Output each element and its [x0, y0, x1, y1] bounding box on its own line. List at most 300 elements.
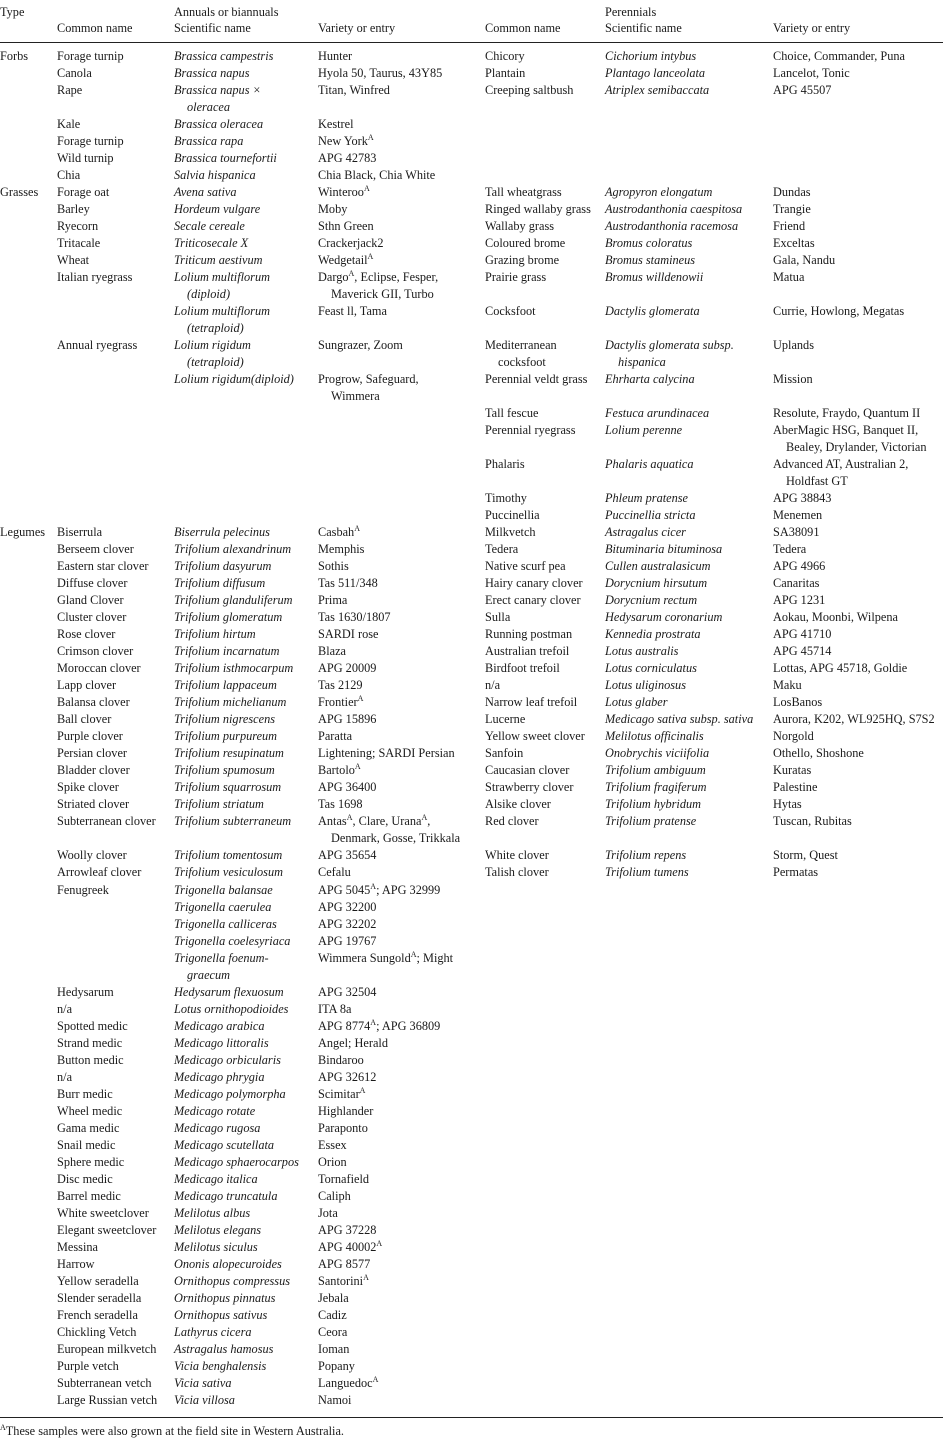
annual-scientific-name: Trifolium alexandrinum	[174, 542, 292, 556]
perennial-variety: Friend	[773, 219, 806, 233]
annual-common-name: Harrow	[57, 1257, 95, 1271]
annual-common-name: n/a	[57, 1070, 73, 1084]
annual-scientific-name: Trifolium squarrosum	[174, 780, 282, 794]
perennial-scientific-name: Cichorium intybus	[605, 49, 697, 63]
annual-common-name: Wild turnip	[57, 151, 114, 165]
perennial-variety: Trangie	[773, 202, 811, 216]
perennial-scientific-name: Dorycnium rectum	[605, 593, 698, 607]
annual-scientific-name: Melilotus elegans	[174, 1223, 262, 1237]
annual-common-name: Yellow seradella	[57, 1274, 139, 1288]
annual-common-name: Subterranean clover	[57, 814, 156, 828]
annual-variety: Progrow, Safeguard,	[318, 372, 419, 386]
annual-common-name: Crimson clover	[57, 644, 134, 658]
row-type-legumes: Legumes	[0, 525, 46, 539]
annual-common-name: Ryecorn	[57, 219, 99, 233]
footnote-marker: A	[376, 1238, 383, 1248]
annual-variety: Sungrazer, Zoom	[318, 338, 403, 352]
annual-scientific-name: Hedysarum flexuosum	[174, 985, 284, 999]
annual-common-name: Ball clover	[57, 712, 112, 726]
annual-scientific-name: Trifolium tomentosum	[174, 848, 283, 862]
perennial-common-name: Hairy canary clover	[485, 576, 583, 590]
annual-scientific-name-cont: (diploid)	[187, 287, 231, 301]
footnote-marker: A	[372, 1374, 379, 1384]
perennial-common-name: Running postman	[485, 627, 573, 641]
annual-scientific-name: Trifolium subterraneum	[174, 814, 292, 828]
annual-scientific-name: Triticum aestivum	[174, 253, 263, 267]
annual-scientific-name: Medicago sphaerocarpos	[174, 1155, 299, 1169]
annual-common-name: Purple vetch	[57, 1359, 119, 1373]
annual-scientific-name: Vicia villosa	[174, 1393, 235, 1407]
annual-scientific-name: Brassica campestris	[174, 49, 274, 63]
annual-variety: Winteroo$^A$	[318, 183, 370, 199]
footnote-marker: A	[348, 268, 355, 278]
perennial-common-name: Alsike clover	[485, 797, 551, 811]
perennial-variety: Aokau, Moonbi, Wilpena	[773, 610, 898, 624]
annual-scientific-name: Trifolium striatum	[174, 797, 264, 811]
col-header-variety: Variety or entry	[318, 21, 396, 35]
annual-common-name: Berseem clover	[57, 542, 134, 556]
perennial-common-name: Grazing brome	[485, 253, 560, 267]
annual-variety: Ceora	[318, 1325, 348, 1339]
annual-common-name: Button medic	[57, 1053, 124, 1067]
annual-variety: Angel; Herald	[318, 1036, 388, 1050]
perennial-variety: Lottas, APG 45718, Goldie	[773, 661, 908, 675]
perennial-variety: Palestine	[773, 780, 818, 794]
annual-common-name: Wheat	[57, 253, 90, 267]
perennial-variety-cont: Holdfast GT	[786, 474, 848, 488]
perennial-scientific-name: Trifolium ambiguum	[605, 763, 706, 777]
annual-common-name: n/a	[57, 1002, 73, 1016]
annual-variety: APG 8577	[318, 1257, 371, 1271]
perennial-variety: Resolute, Fraydo, Quantum II	[773, 406, 921, 420]
annual-scientific-name: Ornithopus sativus	[174, 1308, 268, 1322]
bottom-rule	[0, 1417, 943, 1418]
perennial-variety: Gala, Nandu	[773, 253, 836, 267]
perennial-common-name: Perennial ryegrass	[485, 423, 576, 437]
perennial-scientific-name: Atriplex semibaccata	[605, 83, 710, 97]
perennial-scientific-name: Puccinellia stricta	[605, 508, 696, 522]
perennial-common-name: Australian trefoil	[485, 644, 570, 658]
annual-variety: Tornafield	[318, 1172, 370, 1186]
annual-variety: Languedoc$^A$	[318, 1374, 379, 1390]
perennial-common-name: Strawberry clover	[485, 780, 574, 794]
footnote-marker: A	[346, 812, 353, 822]
perennial-common-name: Puccinellia	[485, 508, 540, 522]
perennial-scientific-name: Trifolium tumens	[605, 865, 689, 879]
perennial-variety: Canaritas	[773, 576, 820, 590]
perennial-common-name-cont: cocksfoot	[498, 355, 546, 369]
annual-scientific-name: Trifolium glanduliferum	[174, 593, 293, 607]
row-type-grasses: Grasses	[0, 185, 39, 199]
footnote-marker: A	[357, 693, 364, 703]
annual-variety: Sothis	[318, 559, 349, 573]
annual-variety: Jota	[318, 1206, 338, 1220]
annual-common-name: Kale	[57, 117, 81, 131]
perennial-variety: APG 4966	[773, 559, 826, 573]
annual-scientific-name: Trifolium dasyurum	[174, 559, 272, 573]
annual-variety: Wimmera Sungold$^A$; Might	[318, 949, 454, 965]
perennial-variety: Lancelot, Tonic	[773, 66, 850, 80]
perennial-scientific-name: Bromus coloratus	[605, 236, 693, 250]
group-header-annuals: Annuals or biannuals	[174, 5, 279, 19]
perennial-scientific-name: Phalaris aquatica	[605, 457, 694, 471]
perennial-common-name: Tall wheatgrass	[485, 185, 562, 199]
annual-scientific-name: Vicia sativa	[174, 1376, 232, 1390]
annual-variety: Paratta	[318, 729, 353, 743]
annual-scientific-name: Lotus ornithopodioides	[174, 1002, 289, 1016]
perennial-common-name: Chicory	[485, 49, 525, 63]
annual-variety: Paraponto	[318, 1121, 368, 1135]
annual-scientific-name: Avena sativa	[174, 185, 237, 199]
annual-scientific-name: Lolium multiflorum	[174, 270, 270, 284]
annual-scientific-name: Trifolium vesiculosum	[174, 865, 283, 879]
annual-variety: Highlander	[318, 1104, 374, 1118]
col-header-common-name: Common name	[57, 21, 133, 35]
annual-scientific-name: Lolium multiflorum	[174, 304, 270, 318]
perennial-variety: APG 45507	[773, 83, 832, 97]
annual-variety: APG 42783	[318, 151, 377, 165]
annual-scientific-name: Medicago orbicularis	[174, 1053, 281, 1067]
annual-variety: Sthn Green	[318, 219, 374, 233]
annual-scientific-name: Medicago polymorpha	[174, 1087, 286, 1101]
annual-common-name: Bladder clover	[57, 763, 130, 777]
annual-variety: APG 32612	[318, 1070, 377, 1084]
annual-scientific-name: Astragalus hamosus	[174, 1342, 274, 1356]
perennial-common-name: Narrow leaf trefoil	[485, 695, 578, 709]
annual-variety: APG 36400	[318, 780, 377, 794]
perennial-common-name: Mediterranean	[485, 338, 557, 352]
annual-variety: Feast ll, Tama	[318, 304, 387, 318]
perennial-variety: Currie, Howlong, Megatas	[773, 304, 905, 318]
annual-scientific-name: Trigonella foenum-	[174, 951, 269, 965]
perennial-variety-cont: Bealey, Drylander, Victorian	[786, 440, 927, 454]
perennial-variety: Mission	[773, 372, 813, 386]
annual-common-name: Barrel medic	[57, 1189, 121, 1203]
annual-scientific-name: Trigonella caerulea	[174, 900, 272, 914]
header-rule	[0, 42, 943, 43]
footnote-marker: A	[354, 523, 360, 533]
perennial-variety: Dundas	[773, 185, 811, 199]
annual-scientific-name: Medicago truncatula	[174, 1189, 278, 1203]
footnote-marker: A	[410, 949, 417, 959]
annual-scientific-name: Brassica napus	[174, 66, 250, 80]
annual-scientific-name: Brassica tournefortii	[174, 151, 277, 165]
annual-variety: Titan, Winfred	[318, 83, 390, 97]
annual-variety: Scimitar$^A$	[318, 1085, 366, 1101]
annual-common-name: Elegant sweetclover	[57, 1223, 157, 1237]
annual-common-name: Canola	[57, 66, 92, 80]
annual-common-name: Chickling Vetch	[57, 1325, 137, 1339]
footnote-marker: A	[363, 183, 370, 193]
perennial-common-name: Tall fescue	[485, 406, 539, 420]
annual-variety: APG 32504	[318, 985, 377, 999]
annual-scientific-name-cont: oleracea	[187, 100, 231, 114]
perennial-variety: Matua	[773, 270, 805, 284]
annual-variety: Antas$^A$, Clare, Urana$^A$,	[318, 812, 431, 828]
perennial-scientific-name: Kennedia prostrata	[605, 627, 701, 641]
annual-scientific-name: Ononis alopecuroides	[174, 1257, 282, 1271]
annual-variety-cont: Denmark, Gosse, Trikkala	[331, 831, 461, 845]
annual-scientific-name: Salvia hispanica	[174, 168, 256, 182]
perennial-variety: SA38091	[773, 525, 820, 539]
footnote-marker: A	[370, 881, 377, 891]
footnote	[0, 1424, 344, 1439]
perennial-common-name: Milkvetch	[485, 525, 536, 539]
annual-common-name: Spotted medic	[57, 1019, 128, 1033]
annual-scientific-name: Trifolium glomeratum	[174, 610, 283, 624]
perennial-scientific-name: Trifolium pratense	[605, 814, 697, 828]
annual-variety: Tas 1698	[318, 797, 363, 811]
perennial-scientific-name: Lolium perenne	[605, 423, 683, 437]
annual-scientific-name: Trifolium incarnatum	[174, 644, 280, 658]
perennial-variety: APG 45714	[773, 644, 832, 658]
perennial-common-name: Wallaby grass	[485, 219, 555, 233]
annual-scientific-name: Lolium rigidum(diploid)	[174, 372, 294, 386]
annual-variety: Tas 511/348	[318, 576, 378, 590]
annual-scientific-name: Trifolium resupinatum	[174, 746, 284, 760]
annual-scientific-name: Trifolium purpureum	[174, 729, 278, 743]
annual-variety: Caliph	[318, 1189, 351, 1203]
perennial-common-name: Phalaris	[485, 457, 525, 471]
annual-common-name: Tritacale	[57, 236, 101, 250]
perennial-variety: Tuscan, Rubitas	[773, 814, 852, 828]
perennial-variety: Uplands	[773, 338, 814, 352]
annual-variety: Memphis	[318, 542, 365, 556]
annual-common-name: Snail medic	[57, 1138, 116, 1152]
annual-scientific-name: Brassica napus ×	[174, 83, 261, 97]
annual-scientific-name: Medicago littoralis	[174, 1036, 269, 1050]
annual-common-name: Purple clover	[57, 729, 123, 743]
annual-variety: Prima	[318, 593, 348, 607]
annual-common-name: Annual ryegrass	[57, 338, 138, 352]
annual-variety: Kestrel	[318, 117, 354, 131]
annual-variety: APG 20009	[318, 661, 377, 675]
annual-variety: Tas 2129	[318, 678, 363, 692]
annual-scientific-name: Melilotus siculus	[174, 1240, 258, 1254]
annual-common-name: Burr medic	[57, 1087, 113, 1101]
footnote-marker: A	[367, 132, 374, 142]
annual-variety: APG 37228	[318, 1223, 377, 1237]
perennial-scientific-name: Melilotus officinalis	[605, 729, 704, 743]
perennial-common-name: Ringed wallaby grass	[485, 202, 591, 216]
annual-common-name: Slender seradella	[57, 1291, 142, 1305]
perennial-common-name: Perennial veldt grass	[485, 372, 588, 386]
annual-common-name: Cluster clover	[57, 610, 127, 624]
annual-scientific-name: Vicia benghalensis	[174, 1359, 267, 1373]
annual-common-name: Forage turnip	[57, 49, 124, 63]
annual-variety: Dargo$^A$, Eclipse, Fesper,	[318, 268, 439, 284]
perennial-variety: Norgold	[773, 729, 814, 743]
perennial-scientific-name: Dorycnium hirsutum	[605, 576, 708, 590]
perennial-common-name: Sanfoin	[485, 746, 524, 760]
annual-variety: Bindaroo	[318, 1053, 364, 1067]
footnote-text: These samples were also grown at the field site in Western Australia.	[5, 1424, 344, 1438]
perennial-common-name: White clover	[485, 848, 549, 862]
annual-variety: Cadiz	[318, 1308, 347, 1322]
footnote-marker: A	[0, 1422, 6, 1432]
annual-common-name: Sphere medic	[57, 1155, 125, 1169]
annual-common-name: Chia	[57, 168, 81, 182]
perennial-variety: Choice, Commander, Puna	[773, 49, 906, 63]
annual-variety: APG $5045^A$; APG 32999	[318, 881, 441, 897]
annual-variety: Blaza	[318, 644, 346, 658]
annual-variety: Crackerjack2	[318, 236, 384, 250]
annual-variety: APG 35654	[318, 848, 377, 862]
annual-scientific-name: Medicago italica	[174, 1172, 258, 1186]
annual-variety: Bartolo$^A$	[318, 761, 361, 777]
perennial-variety: Permatas	[773, 865, 819, 879]
perennial-variety: APG 1231	[773, 593, 826, 607]
annual-common-name: French seradella	[57, 1308, 138, 1322]
perennial-common-name: Plantain	[485, 66, 526, 80]
annual-variety: APG 32202	[318, 917, 377, 931]
col-header-variety-perennial: Variety or entry	[773, 21, 851, 35]
annual-common-name: Forage oat	[57, 185, 110, 199]
perennial-common-name: Tedera	[485, 542, 519, 556]
annual-common-name: Woolly clover	[57, 848, 127, 862]
annual-scientific-name: Trifolium michelianum	[174, 695, 287, 709]
perennial-common-name: Coloured brome	[485, 236, 566, 250]
annual-variety: Lightening; SARDI Persian	[318, 746, 455, 760]
col-header-common-name-perennial: Common name	[485, 21, 561, 35]
annual-common-name: Lapp clover	[57, 678, 117, 692]
annual-scientific-name: Brassica oleracea	[174, 117, 264, 131]
annual-common-name: Gland Clover	[57, 593, 124, 607]
perennial-scientific-name: Dactylis glomerata	[605, 304, 700, 318]
perennial-variety: Maku	[773, 678, 802, 692]
annual-common-name: Diffuse clover	[57, 576, 128, 590]
annual-scientific-name: Medicago phrygia	[174, 1070, 265, 1084]
perennial-scientific-name: Astragalus cicer	[605, 525, 686, 539]
annual-common-name: Hedysarum	[57, 985, 114, 999]
annual-scientific-name: Ornithopus pinnatus	[174, 1291, 276, 1305]
annual-common-name: Gama medic	[57, 1121, 120, 1135]
annual-common-name: Subterranean vetch	[57, 1376, 152, 1390]
footnote-marker: A	[359, 1085, 366, 1095]
annual-variety: Essex	[318, 1138, 347, 1152]
annual-variety: APG 32200	[318, 900, 377, 914]
perennial-variety: Tedera	[773, 542, 807, 556]
annual-scientific-name: Secale cereale	[174, 219, 245, 233]
annual-variety: Cefalu	[318, 865, 351, 879]
perennial-variety: Kuratas	[773, 763, 812, 777]
annual-variety: SARDI rose	[318, 627, 379, 641]
perennial-common-name: n/a	[485, 678, 501, 692]
annual-variety: Hyola 50, Taurus, 43Y85	[318, 66, 443, 80]
perennial-common-name: Native scurf pea	[485, 559, 566, 573]
perennial-common-name: Birdfoot trefoil	[485, 661, 560, 675]
annual-variety: Moby	[318, 202, 348, 216]
annual-scientific-name: Trifolium isthmocarpum	[174, 661, 294, 675]
perennial-scientific-name: Phleum pratense	[605, 491, 688, 505]
annual-common-name: Eastern star clover	[57, 559, 149, 573]
annual-scientific-name: Lathyrus cicera	[174, 1325, 252, 1339]
perennial-common-name: Cocksfoot	[485, 304, 536, 318]
annual-scientific-name: Trifolium hirtum	[174, 627, 256, 641]
annual-variety: Namoi	[318, 1393, 352, 1407]
footnote-marker: A	[363, 1272, 369, 1282]
perennial-variety: Menemen	[773, 508, 823, 522]
annual-common-name: White sweetclover	[57, 1206, 149, 1220]
annual-common-name: Fenugreek	[57, 883, 109, 897]
annual-common-name: Disc medic	[57, 1172, 113, 1186]
annual-variety: Santorini$^A$	[318, 1272, 369, 1288]
annual-scientific-name: Trifolium nigrescens	[174, 712, 275, 726]
perennial-variety: Exceltas	[773, 236, 815, 250]
annual-scientific-name: Trigonella balansae	[174, 883, 273, 897]
annual-common-name: Wheel medic	[57, 1104, 123, 1118]
annual-variety: Casbah$^A$	[318, 523, 360, 539]
annual-variety: Ioman	[318, 1342, 350, 1356]
perennial-variety: AberMagic HSG, Banquet II,	[773, 423, 919, 437]
perennial-variety: LosBanos	[773, 695, 823, 709]
footnote-marker: A	[367, 251, 374, 261]
row-type-forbs: Forbs	[0, 49, 29, 63]
perennial-variety: APG 38843	[773, 491, 832, 505]
perennial-scientific-name: Cullen australasicum	[605, 559, 711, 573]
footnote-marker: A	[370, 1017, 377, 1027]
annual-common-name: European milkvetch	[57, 1342, 157, 1356]
footnote-marker: A	[354, 761, 361, 771]
perennial-scientific-name: Trifolium repens	[605, 848, 687, 862]
annual-variety-cont: Wimmera	[331, 389, 380, 403]
annual-variety: APG 15896	[318, 712, 377, 726]
annual-scientific-name: Trigonella coelesyriaca	[174, 934, 291, 948]
perennial-common-name: Red clover	[485, 814, 539, 828]
annual-common-name: Striated clover	[57, 797, 130, 811]
annual-variety: APG $40002^A$	[318, 1238, 383, 1254]
annual-common-name: Biserrula	[57, 525, 103, 539]
col-header-type: Type	[0, 5, 25, 19]
annual-scientific-name: Trifolium lappaceum	[174, 678, 277, 692]
annual-scientific-name: Medicago arabica	[174, 1019, 265, 1033]
annual-variety-cont: Maverick GII, Turbo	[331, 287, 434, 301]
annual-scientific-name: Lolium rigidum	[174, 338, 251, 352]
annual-scientific-name-cont: graecum	[187, 968, 231, 982]
perennial-scientific-name: Trifolium fragiferum	[605, 780, 707, 794]
annual-scientific-name: Triticosecale X	[174, 236, 249, 250]
annual-common-name: Persian clover	[57, 746, 127, 760]
perennial-scientific-name: Bromus stamineus	[605, 253, 696, 267]
perennial-scientific-name: Trifolium hybridum	[605, 797, 701, 811]
annual-variety: Hunter	[318, 49, 353, 63]
perennial-scientific-name: Lotus glaber	[605, 695, 668, 709]
perennial-common-name: Sulla	[485, 610, 511, 624]
annual-variety: Tas 1630/1807	[318, 610, 391, 624]
annual-variety: Jebala	[318, 1291, 349, 1305]
perennial-common-name: Creeping saltbush	[485, 83, 574, 97]
annual-common-name: Messina	[57, 1240, 98, 1254]
annual-scientific-name-cont: (tetraploid)	[187, 321, 244, 335]
perennial-scientific-name-cont: hispanica	[618, 355, 666, 369]
perennial-variety: Aurora, K202, WL925HQ, S7S2	[773, 712, 935, 726]
annual-variety: ITA 8a	[318, 1002, 352, 1016]
annual-common-name: Barley	[57, 202, 90, 216]
annual-common-name: Rose clover	[57, 627, 116, 641]
perennial-scientific-name: Austrodanthonia racemosa	[605, 219, 739, 233]
perennial-common-name: Prairie grass	[485, 270, 547, 284]
annual-variety: Chia Black, Chia White	[318, 168, 436, 182]
perennial-common-name: Erect canary clover	[485, 593, 581, 607]
annual-variety: New York$^A$	[318, 132, 374, 148]
perennial-variety: APG 41710	[773, 627, 832, 641]
perennial-scientific-name: Bromus willdenowii	[605, 270, 704, 284]
perennial-scientific-name: Lotus corniculatus	[605, 661, 697, 675]
perennial-scientific-name: Dactylis glomerata subsp.	[605, 338, 734, 352]
annual-scientific-name: Medicago rugosa	[174, 1121, 261, 1135]
col-header-scientific-name: Scientific name	[174, 21, 251, 35]
perennial-scientific-name: Ehrharta calycina	[605, 372, 695, 386]
